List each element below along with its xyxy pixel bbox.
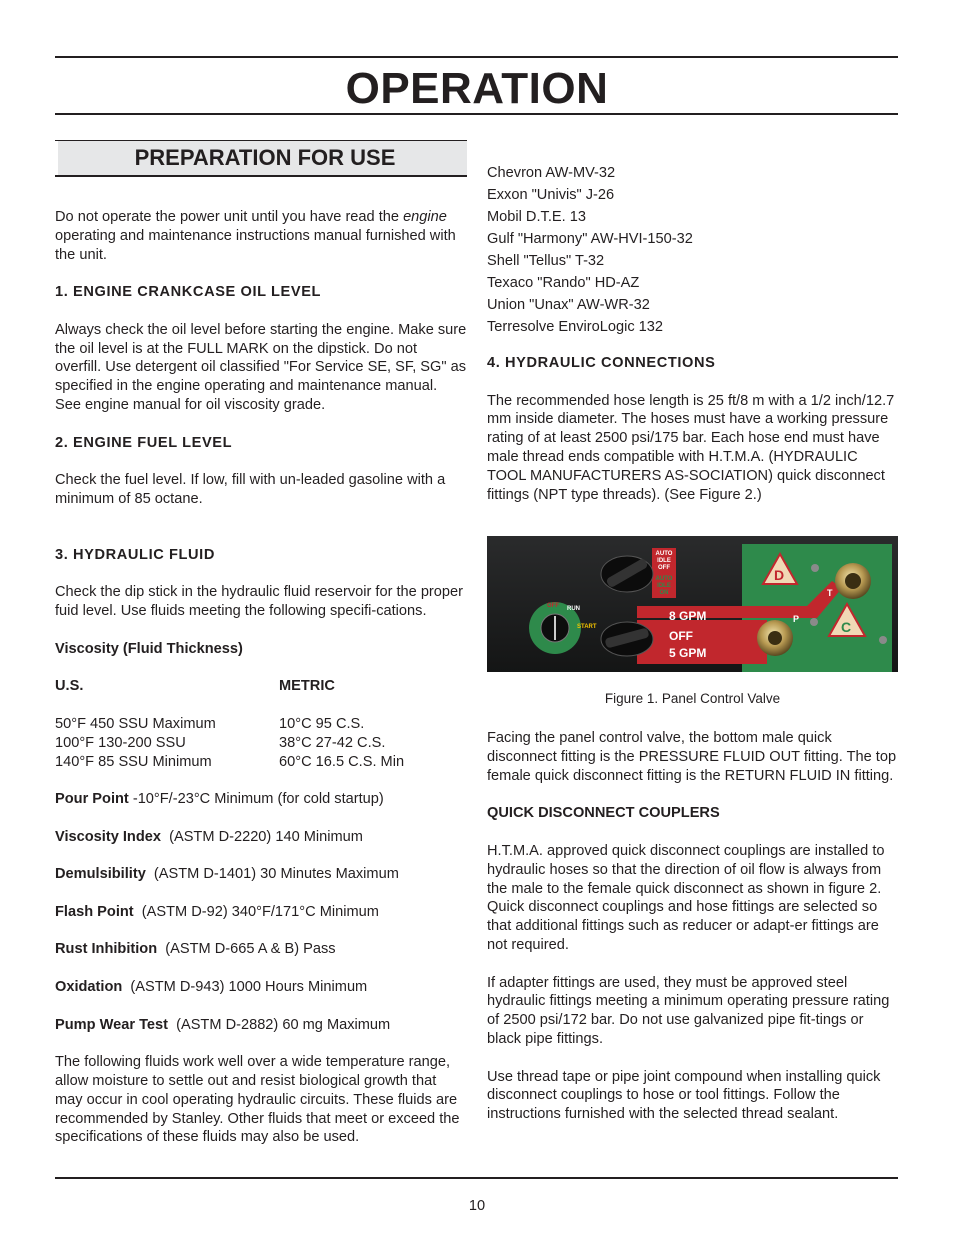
table-row: 140°F 85 SSU Minimum 60°C 16.5 C.S. Min [55, 753, 405, 770]
list-item: Union "Unax" AW-WR-32 [487, 297, 650, 313]
idle-on-label-2: IDLE [657, 583, 671, 590]
list-item: Gulf "Harmony" AW-HVI-150-32 [487, 231, 693, 247]
viscosity-heading: Viscosity (Fluid Thickness) [55, 640, 243, 657]
list-item: Terresolve EnviroLogic 132 [487, 319, 664, 335]
knob-start-label: START [577, 624, 597, 631]
flow-off-label: OFF [669, 629, 693, 644]
spec-item: Demulsibility (ASTM D-1401) 30 Minutes Maximum [55, 866, 399, 883]
p-label: P [793, 614, 800, 625]
idle-off-label-3: OFF [658, 565, 670, 572]
d-label: D [774, 567, 785, 584]
couplers-p3: Use thread tape or pipe joint compound when installing quick disconnect couplings to hose or tool fittings. Follow the instructions furnished with the selected thread sealant. [487, 1068, 881, 1123]
panel-illustration [487, 536, 898, 672]
figure-caption: Figure 1. Panel Control Valve [604, 691, 781, 707]
c-label: C [841, 619, 852, 636]
top-rule [55, 56, 898, 58]
list-item: Exxon "Univis" J-26 [487, 187, 615, 203]
knob-run-label: RUN [567, 606, 580, 613]
fuel-body: Check the fuel level. If low, fill with un-leaded gasoline with a minimum of 85 octane. [55, 472, 446, 507]
crankcase-body: Always check the oil level before starting the engine. Make sure the oil level is at the FULL MARK on the dipstick. Do not overfill. Use detergent oil classified "For Service SE, SF, SG" as specified in the engine operating and maintenance manual. See engine manual for oil viscosity grade. [55, 321, 467, 413]
couplers-heading: QUICK DISCONNECT COUPLERS [487, 805, 720, 822]
gpm5-label: 5 GPM [669, 646, 707, 661]
crankcase-heading: 1. ENGINE CRANKCASE OIL LEVEL [55, 284, 322, 301]
facing-paragraph: Facing the panel control valve, the bottom male quick disconnect fitting is the PRESSURE FLUID OUT fitting. The top female quick disconnect fitting is the RETURN FLUID IN fitting. [487, 730, 897, 784]
spec-item: Flash Point (ASTM D-92) 340°F/171°C Minimum [55, 903, 379, 920]
list-item: Chevron AW-MV-32 [487, 165, 616, 181]
fluids-closing: The following fluids work well over a wide temperature range, allow moisture to settle out and resist biological growth that may occur in cool operating hydraulic circuits. These fluids are recommended by Stanley. Other fluids that meet or exceed the specifications of these fluids may also be used. [55, 1054, 460, 1146]
spec-list [55, 790, 467, 1034]
viscosity-table-header [55, 677, 467, 696]
list-item: Texaco "Rando" HD-AZ [487, 275, 640, 291]
hydraulic-fluid-heading: 3. HYDRAULIC FLUID [55, 546, 215, 563]
right-column [487, 162, 899, 1143]
list-item: Mobil D.T.E. 13 [487, 209, 586, 225]
gpm8-label: 8 GPM [669, 609, 707, 624]
hydraulic-fluid-body: Check the dip stick in the hydraulic fluid reservoir for the proper fuid level. Use fluids meeting the following specifi-cations. [55, 584, 464, 620]
fluids-list [487, 162, 899, 338]
spec-item: Pour Point -10°F/-23°C Minimum (for cold startup) [55, 791, 384, 808]
page-title: OPERATION [345, 64, 609, 113]
viscosity-table [55, 715, 467, 771]
idle-lever [601, 556, 653, 592]
table-row: 50°F 450 SSU Maximum 10°C 95 C.S. [55, 715, 365, 732]
idle-off-label-2: IDLE [657, 558, 671, 565]
bottom-rule [55, 1177, 898, 1179]
knob-off-label: OFF [547, 603, 559, 610]
couplers-p2: If adapter fittings are used, they must be approved steel hydraulic fittings meeting a minimum operating pressure rating of 2500 psi/172 bar. Do not use galvanized pipe fit-tings or black pipe fittings. [487, 974, 890, 1047]
couplers-p1: H.T.M.A. approved quick disconnect couplings are installed to hydraulic hoses so that the direction of oil flow is always from the male to the female quick disconnect as shown in figure 2. Quick disconnect couplings and hose fittings are selected so that additional fittings such as reducer or adapt-er fittings are not required. [487, 842, 885, 953]
table-row: 100°F 130-200 SSU 38°C 27-42 C.S. [55, 734, 386, 751]
intro-paragraph: Do not operate the power unit until you have read the engine operating and maintenance instructions manual furnished with the unit. [55, 209, 456, 263]
connections-body: The recommended hose length is 25 ft/8 m with a 1/2 inch/12.7 mm inside diameter. The hoses must have a working pressure rating of at least 2500 psi/175 bar. Each hose end must have male thread ends compatible with H.T.M.A. (HYDRAULIC TOOL MANUFACTURERS AS-SOCIATION) quick disconnect fittings (NPT type threads). (See Figure 2.) [487, 392, 895, 503]
page-number: 10 [468, 1198, 486, 1214]
spec-item: Oxidation (ASTM D-943) 1000 Hours Minimum [55, 979, 368, 996]
list-item: Shell "Tellus" T-32 [487, 253, 605, 269]
col-us: U.S. [55, 678, 84, 695]
title-underline [55, 113, 898, 115]
idle-off-label-1: AUTO [655, 551, 673, 558]
spec-item: Rust Inhibition (ASTM D-665 A & B) Pass [55, 941, 336, 958]
idle-on-label-3: ON [659, 590, 669, 597]
connections-heading: 4. HYDRAULIC CONNECTIONS [487, 355, 716, 371]
left-column [55, 140, 467, 1166]
spec-item: Pump Wear Test (ASTM D-2882) 60 mg Maximum [55, 1016, 391, 1033]
section-title: PREPARATION FOR USE [134, 145, 396, 170]
fuel-heading: 2. ENGINE FUEL LEVEL [55, 434, 233, 451]
panel-control-valve-photo [487, 536, 898, 672]
col-metric: METRIC [279, 678, 335, 695]
idle-on-label-1: AUTO [655, 576, 673, 583]
spec-item: Viscosity Index (ASTM D-2220) 140 Minimum [55, 828, 363, 845]
t-label: T [827, 588, 833, 599]
section-header [55, 140, 467, 188]
